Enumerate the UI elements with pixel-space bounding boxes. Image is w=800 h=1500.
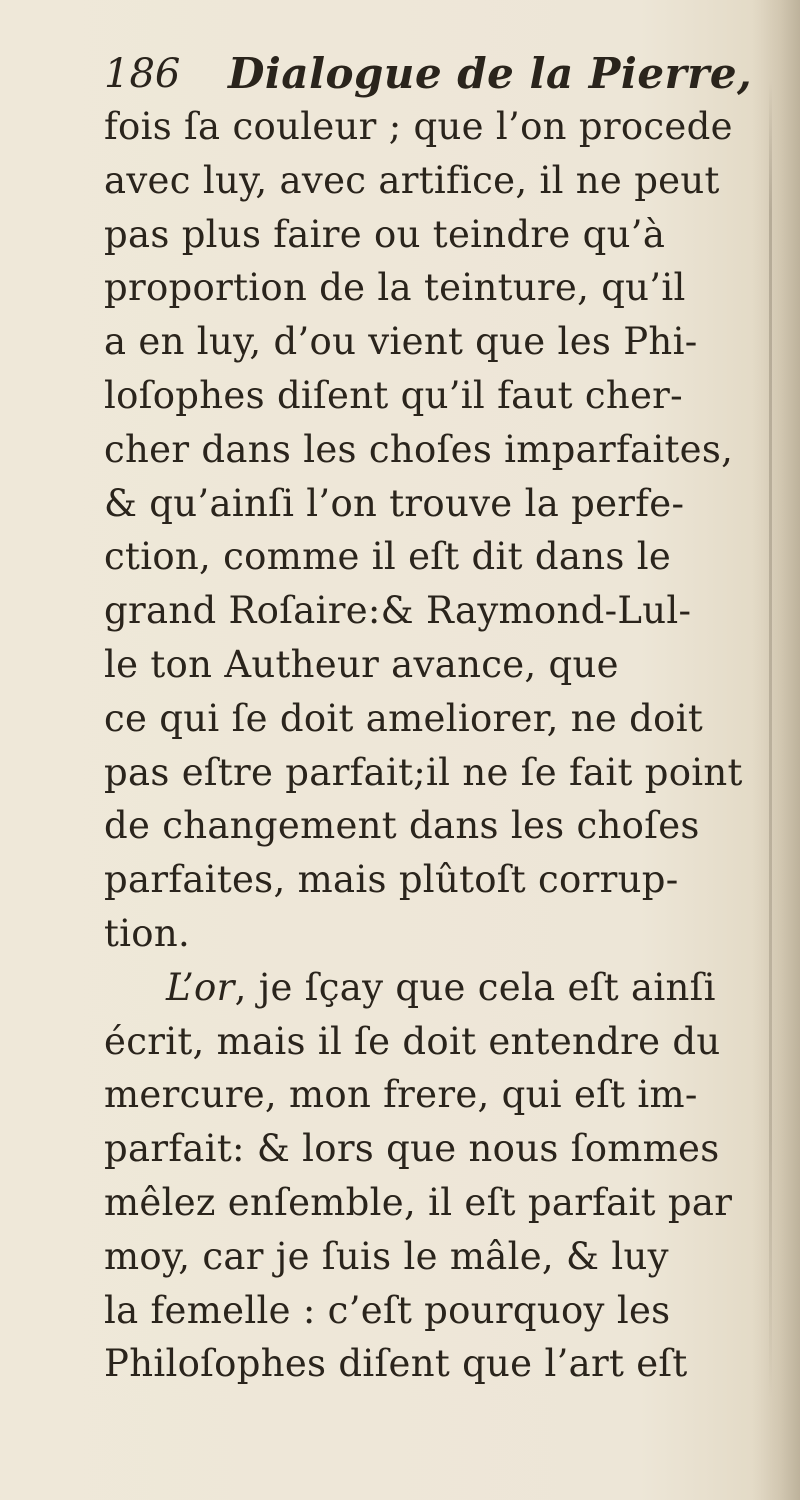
text-line: loſophes diſent qu’il faut cher-	[104, 373, 683, 417]
running-title: Dialogue de la Pierre,	[228, 49, 753, 98]
text-line: écrit, mais il ſe doit entendre du	[104, 1019, 721, 1063]
text-line-rest: , je ſçay que cela eſt ainſi	[234, 965, 716, 1009]
text-line: le ton Autheur avance, que	[104, 642, 619, 686]
text-line: cher dans les choſes imparfaites,	[104, 427, 734, 471]
text-line: de changement dans les choſes	[104, 804, 700, 848]
text-line: la femelle : c’eſt pourquoy les	[104, 1288, 671, 1332]
text-line: grand Roſaire:& Raymond-Lul-	[104, 589, 692, 633]
text-line: Philoſophes diſent que l’art eſt	[104, 1342, 688, 1386]
text-line: ction, comme il eſt dit dans le	[104, 535, 672, 579]
page-gutter-line	[769, 80, 772, 1400]
text-line: parfaites, mais plûtoſt corrup-	[104, 858, 679, 902]
text-line: a en luy, d’ou vient que les Phi-	[104, 320, 698, 364]
text-line: fois ſa couleur ; que l’on procede	[104, 105, 733, 148]
text-line: moy, car je ſuis le mâle, & luy	[104, 1234, 669, 1278]
text-line: tion.	[104, 911, 191, 955]
text-line: proportion de la teinture, qu’il	[104, 266, 686, 310]
page-header	[104, 40, 764, 104]
text-line: & qu’ainſi l’on trouve la perfe-	[104, 481, 685, 525]
speaker-name: L’or	[166, 965, 235, 1009]
text-line: parfait: & lors que nous ſommes	[104, 1127, 720, 1171]
text-line: ce qui ſe doit ameliorer, ne doit	[104, 696, 704, 740]
text-line: pas plus faire ou teindre qu’à	[104, 212, 666, 256]
text-line: pas eſtre parfait;il ne ſe fait point	[104, 750, 743, 794]
text-line: avec luy, avec artifice, il ne peut	[104, 158, 720, 202]
text-line: mercure, mon frere, qui eſt im-	[104, 1073, 698, 1117]
body-text	[104, 100, 764, 1391]
paragraph-start-line	[104, 961, 764, 1015]
text-line: mêlez enſemble, il eſt parfait par	[104, 1180, 733, 1224]
page-number: 186	[104, 51, 181, 97]
